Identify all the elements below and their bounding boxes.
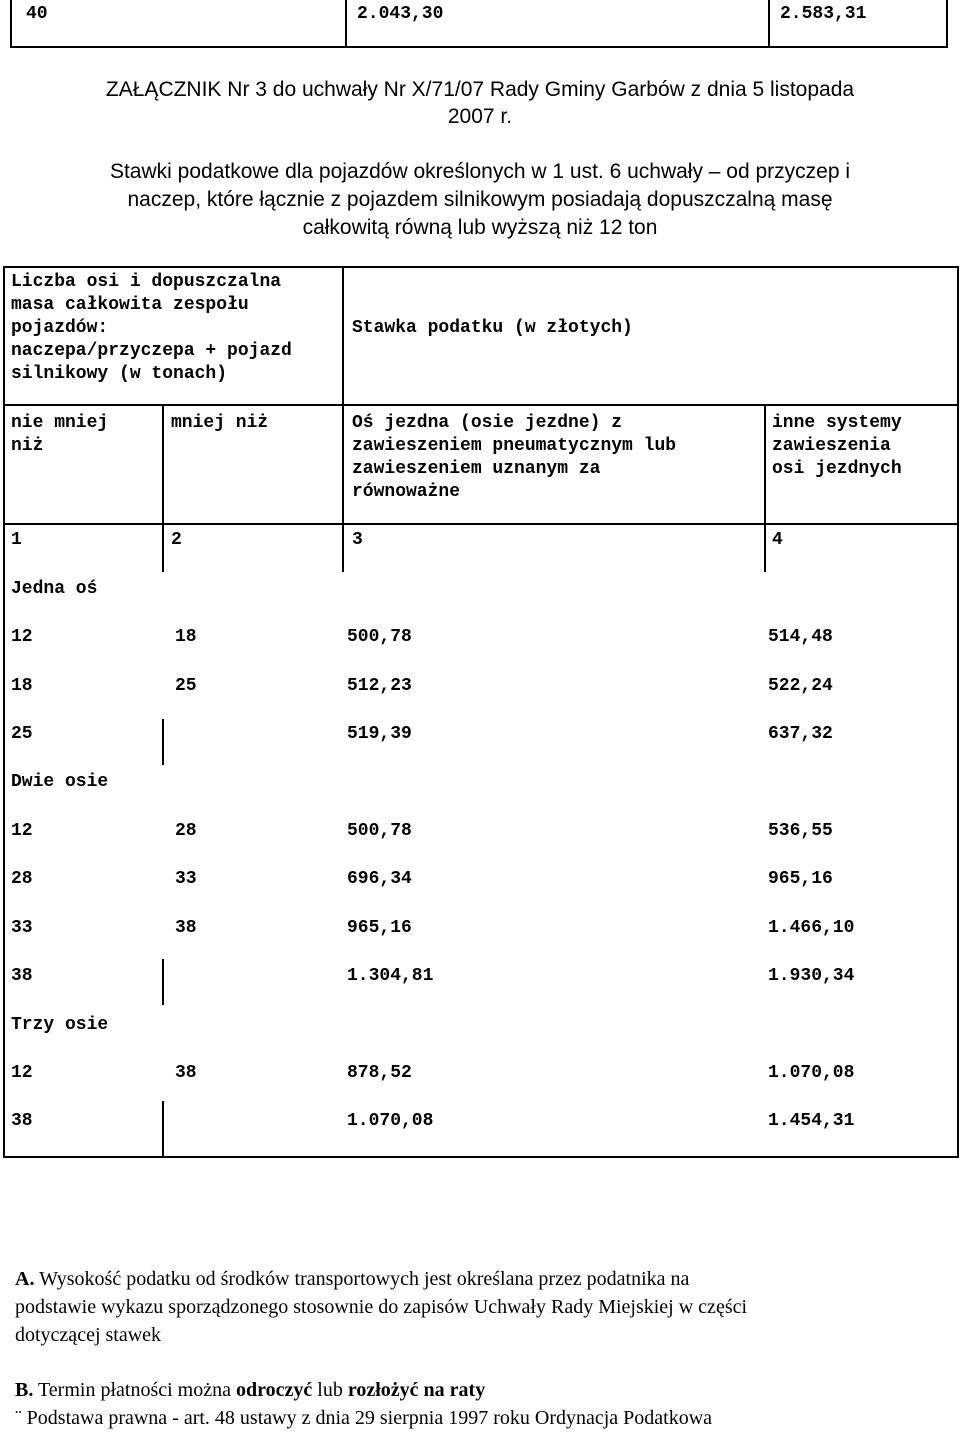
subheader-other-systems: osi jezdnych [772, 459, 902, 479]
section-title: Jedna oś [11, 579, 98, 599]
note-b-or: lub [312, 1379, 348, 1401]
cell-other: 514,48 [768, 627, 833, 647]
tax-rates-table [3, 266, 959, 1158]
column-number: 2 [171, 530, 182, 550]
section-title: Dwie osie [11, 772, 109, 792]
cell-max: 33 [175, 869, 197, 889]
subheader-less-than: mniej niż [171, 413, 269, 433]
cell-pneumatic: 500,78 [347, 627, 412, 647]
cell-min: 12 [11, 1063, 33, 1083]
cell-other: 1.454,31 [768, 1111, 855, 1131]
top-table-row [10, 0, 948, 48]
column-number: 4 [772, 530, 783, 550]
cell-max: 25 [175, 676, 197, 696]
subheader-pneumatic: zawieszeniem uznanym za [352, 459, 601, 479]
cell-max: 18 [175, 627, 197, 647]
subheader-other-systems: inne systemy [772, 413, 902, 433]
cell-min: 12 [11, 821, 33, 841]
note-b-installments: rozłożyć na raty [347, 1379, 486, 1401]
top-cell-1: 40 [26, 4, 48, 24]
header-line: silnikowy (w tonach) [11, 364, 228, 384]
column-number: 1 [11, 530, 22, 550]
cell-max: 38 [175, 1063, 197, 1083]
header-tax-rate: Stawka podatku (w złotych) [352, 318, 633, 338]
note-a-label: A. [15, 1268, 35, 1290]
subheader-pneumatic: równoważne [352, 482, 461, 502]
cell-pneumatic: 519,39 [347, 724, 412, 744]
cell-min: 38 [11, 1111, 33, 1131]
cell-min: 38 [11, 966, 33, 986]
cell-min: 33 [11, 918, 33, 938]
cell-pneumatic: 1.304,81 [347, 966, 434, 986]
header-line: naczepa/przyczepa + pojazd [11, 341, 292, 361]
header-line: Liczba osi i dopuszczalna [11, 272, 282, 292]
legal-basis-note: ¨ Podstawa prawna - art. 48 ustawy z dnia 29 sierpnia 1997 roku Ordynacja Podatkowa [15, 1407, 713, 1429]
cell-other: 637,32 [768, 724, 833, 744]
cell-other: 1.466,10 [768, 918, 855, 938]
cell-other: 1.070,08 [768, 1063, 855, 1083]
attachment-title-line-2: 2007 r. [447, 105, 513, 128]
attachment-title-line-1: ZAŁĄCZNIK Nr 3 do uchwały Nr X/71/07 Rady Gminy Garbów z dnia 5 listopada [105, 78, 855, 101]
top-cell-3: 2.583,31 [780, 4, 867, 24]
cell-pneumatic: 965,16 [347, 918, 412, 938]
note-a-text: Wysokość podatku od środków transportowych jest określana przez podatnika na [34, 1268, 690, 1290]
header-line: masa całkowita zespołu [11, 295, 249, 315]
column-number: 3 [352, 530, 363, 550]
cell-pneumatic: 500,78 [347, 821, 412, 841]
cell-pneumatic: 696,34 [347, 869, 412, 889]
cell-pneumatic: 1.070,08 [347, 1111, 434, 1131]
subheader-other-systems: zawieszenia [772, 436, 891, 456]
cell-min: 18 [11, 676, 33, 696]
cell-min: 12 [11, 627, 33, 647]
note-b-label: B. [15, 1379, 34, 1401]
cell-max: 38 [175, 918, 197, 938]
rates-heading-line-3: całkowitą równą lub wyższą niż 12 ton [302, 216, 658, 239]
cell-other: 522,24 [768, 676, 833, 696]
cell-pneumatic: 512,23 [347, 676, 412, 696]
subheader-pneumatic: Oś jezdna (osie jezdne) z [352, 413, 623, 433]
note-b-text: Termin płatności można [33, 1379, 236, 1401]
section-title: Trzy osie [11, 1015, 109, 1035]
cell-other: 965,16 [768, 869, 833, 889]
rates-heading-line-2: naczep, które łącznie z pojazdem silnikowym posiadają dopuszczalną masę [127, 188, 833, 211]
note-a-line-2: podstawie wykazu sporządzonego stosownie do zapisów Uchwały Rady Miejskiej w części [15, 1296, 748, 1318]
header-line: pojazdów: [11, 318, 109, 338]
cell-other: 536,55 [768, 821, 833, 841]
subheader-pneumatic: zawieszeniem pneumatycznym lub [352, 436, 677, 456]
cell-min: 25 [11, 724, 33, 744]
note-b-defer: odroczyć [235, 1379, 313, 1401]
note-b [15, 1376, 485, 1404]
cell-min: 28 [11, 869, 33, 889]
subheader-not-less-than: nie mniej [11, 413, 109, 433]
rates-heading-line-1: Stawki podatkowe dla pojazdów określonych w 1 ust. 6 uchwały – od przyczep i [109, 160, 851, 183]
note-a [15, 1265, 689, 1293]
cell-pneumatic: 878,52 [347, 1063, 412, 1083]
note-a-line-3: dotyczącej stawek [15, 1324, 162, 1346]
cell-max: 28 [175, 821, 197, 841]
subheader-not-less-than: niż [11, 436, 44, 456]
cell-other: 1.930,34 [768, 966, 855, 986]
top-cell-2: 2.043,30 [357, 4, 444, 24]
